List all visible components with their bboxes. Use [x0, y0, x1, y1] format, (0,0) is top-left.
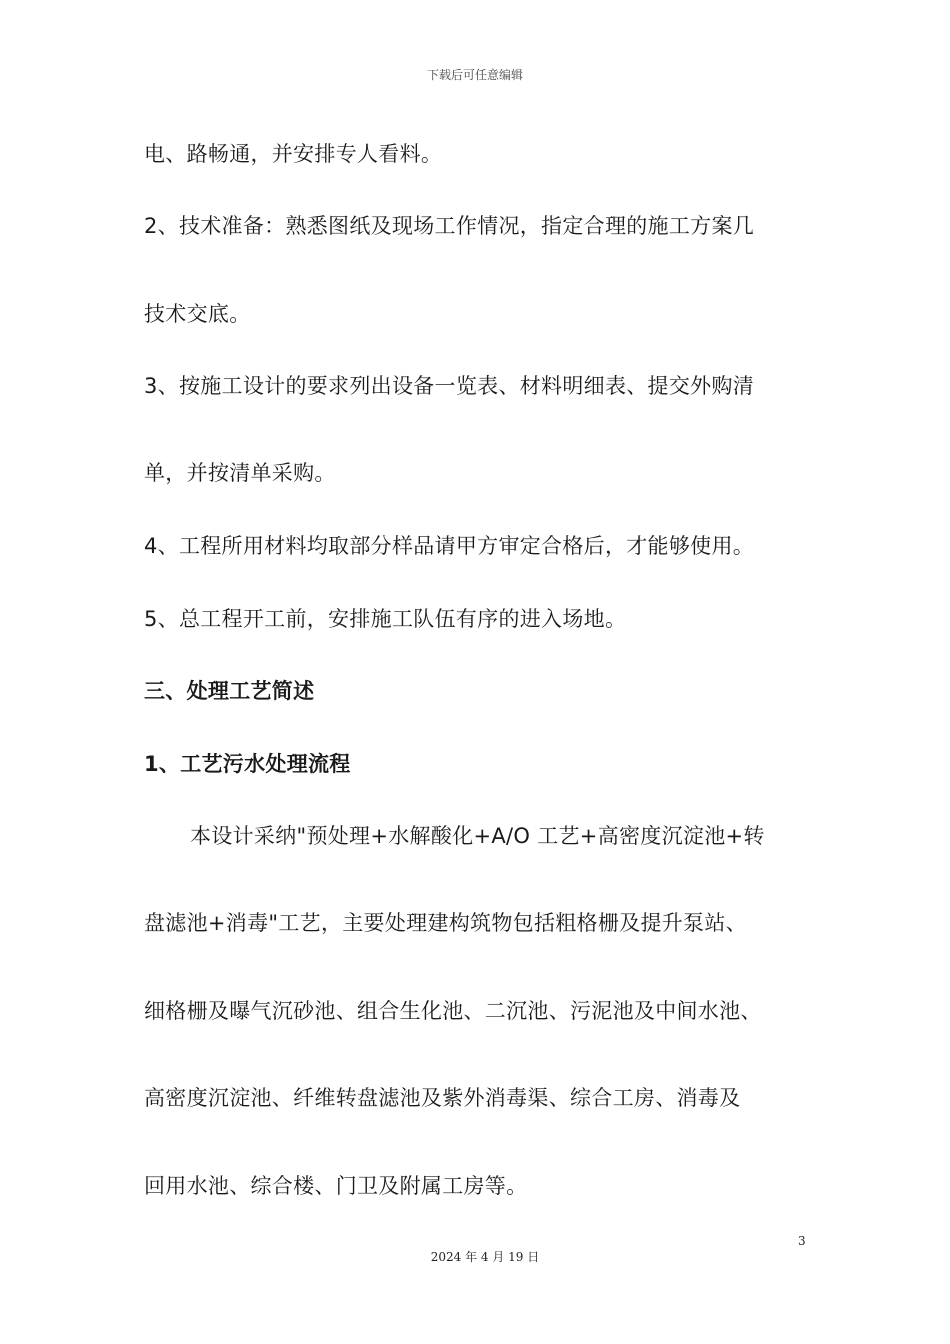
- list-item-3-cont: 单，并按清单采购。: [144, 461, 336, 485]
- paragraph-line-1: 本设计采纳"预处理+水解酸化+A/O 工艺+高密度沉淀池+转: [190, 824, 765, 848]
- list-item-4: 4、工程所用材料均取部分样品请甲方审定合格后，才能够使用。: [144, 534, 755, 558]
- subsection-heading: 1、工艺污水处理流程: [144, 752, 351, 776]
- page-number: 3: [798, 1234, 806, 1248]
- paragraph-line-4: 高密度沉淀池、纤维转盘滤池及紫外消毒渠、综合工房、消毒及: [144, 1086, 741, 1110]
- paragraph-line-3: 细格栅及曝气沉砂池、组合生化池、二沉池、污泥池及中间水池、: [144, 999, 762, 1023]
- list-item-3: 3、按施工设计的要求列出设备一览表、材料明细表、提交外购清: [144, 374, 755, 398]
- paragraph-line-2: 盘滤池+消毒"工艺，主要处理建构筑物包括粗格栅及提升泵站、: [144, 911, 747, 935]
- footer-date: 2024 年 4 月 19 日: [430, 1250, 540, 1264]
- list-item-2: 2、技术准备：熟悉图纸及现场工作情况，指定合理的施工方案几: [144, 214, 755, 238]
- list-item-5: 5、总工程开工前，安排施工队伍有序的进入场地。: [144, 607, 627, 631]
- list-item-2-cont: 技术交底。: [144, 302, 251, 326]
- page-header: 下载后可任意编辑: [426, 68, 523, 82]
- body-line-1: 电、路畅通，并安排专人看料。: [144, 142, 443, 166]
- section-heading: 三、处理工艺简述: [144, 679, 315, 703]
- paragraph-line-5: 回用水池、综合楼、门卫及附属工房等。: [144, 1174, 528, 1198]
